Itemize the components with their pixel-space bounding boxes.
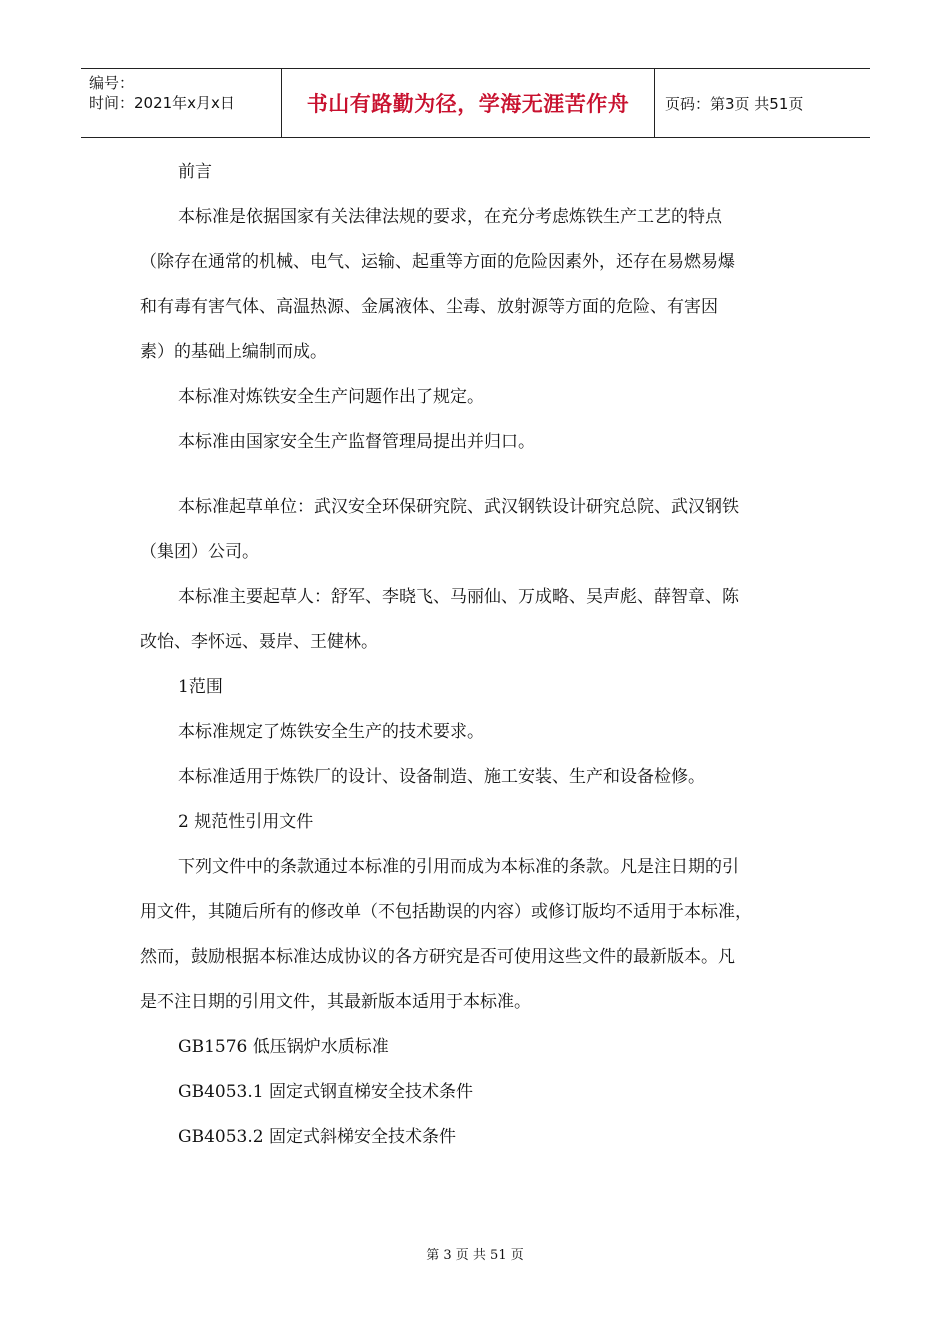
section-title-references: 2 规范性引用文件 (178, 812, 314, 832)
section-title-preface: 前言 (178, 162, 212, 182)
spacer (140, 465, 830, 485)
page-footer: 第 3 页 共 51 页 (426, 1248, 524, 1263)
reference-item: GB4053.1 固定式钢直梯安全技术条件 (178, 1082, 473, 1102)
page-header (81, 68, 870, 138)
header-page-label: 页码：第3页 共51页 (665, 94, 804, 113)
header-motto: 书山有路勤为径，学海无涯苦作舟 (282, 69, 655, 137)
paragraph-line: 用文件，其随后所有的修改单（不包括勘误的内容）或修订版均不适用于本标准， (140, 902, 752, 922)
paragraph-line: 是不注日期的引用文件，其最新版本适用于本标准。 (140, 992, 531, 1012)
paragraph-line: 本标准规定了炼铁安全生产的技术要求。 (178, 722, 484, 742)
paragraph-line: 本标准适用于炼铁厂的设计、设备制造、施工安装、生产和设备检修。 (178, 767, 705, 787)
document-body (140, 150, 830, 1160)
paragraph-line: 本标准主要起草人：舒军、李晓飞、马丽仙、万成略、吴声彪、薛智章、陈 (178, 587, 739, 607)
time-label: 时间：2021年x月x日 (89, 94, 235, 112)
paragraph-line: （集团）公司。 (140, 542, 259, 562)
number-label: 编号： (89, 74, 135, 92)
reference-item: GB4053.2 固定式斜梯安全技术条件 (178, 1127, 456, 1147)
paragraph-line: 本标准是依据国家有关法律法规的要求，在充分考虑炼铁生产工艺的特点 (178, 207, 722, 227)
paragraph-line: 素）的基础上编制而成。 (140, 342, 327, 362)
paragraph-line: 然而，鼓励根据本标准达成协议的各方研究是否可使用这些文件的最新版本。凡 (140, 947, 735, 967)
paragraph-line: 本标准由国家安全生产监督管理局提出并归口。 (178, 432, 535, 452)
paragraph-line: （除存在通常的机械、电气、运输、起重等方面的危险因素外，还存在易燃易爆 (140, 252, 735, 272)
paragraph-line: 本标准起草单位：武汉安全环保研究院、武汉钢铁设计研究总院、武汉钢铁 (178, 497, 739, 517)
header-left-cell (81, 69, 282, 137)
paragraph-line: 下列文件中的条款通过本标准的引用而成为本标准的条款。凡是注日期的引 (178, 857, 739, 877)
paragraph-line: 和有毒有害气体、高温热源、金属液体、尘毒、放射源等方面的危险、有害因 (140, 297, 718, 317)
paragraph-line: 改怡、李怀远、聂岸、王健林。 (140, 632, 378, 652)
reference-item: GB1576 低压锅炉水质标准 (178, 1037, 389, 1057)
paragraph-line: 本标准对炼铁安全生产问题作出了规定。 (178, 387, 484, 407)
section-title-scope: 1范围 (178, 677, 223, 697)
